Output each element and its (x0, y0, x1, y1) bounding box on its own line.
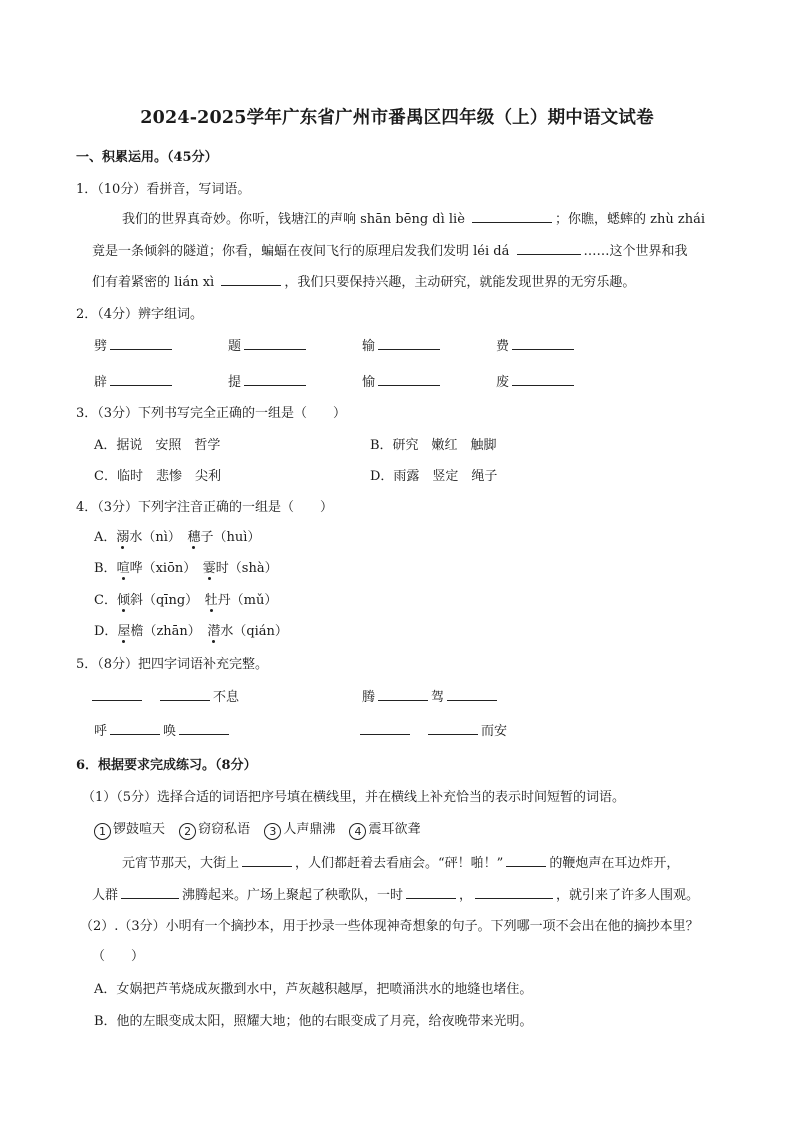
answer-blank[interactable] (378, 372, 440, 386)
q1-text: 竟是一条倾斜的隧道；你看，蝙蝠在夜间飞行的原理启发我们发明 léi dá (92, 244, 510, 259)
q5-stem: 5．（8分）把四字词语补充完整。 (76, 657, 269, 672)
option-item: 3 人声鼎沸 (264, 822, 335, 837)
circled-number-icon: 4 (349, 823, 366, 840)
q4-option-a[interactable]: A．溺水（nì） 穗子（huì） (94, 526, 260, 545)
q2-item: 题 (228, 335, 309, 354)
q1-line-3 (92, 271, 635, 290)
section-heading-1: 一、积累运用。（45分） (76, 150, 218, 165)
q5-idiom-4: 而安 (360, 720, 507, 739)
answer-blank[interactable] (512, 372, 574, 386)
answer-blank[interactable] (406, 885, 456, 899)
q6-passage-line-2: 人群 沸腾起来。广场上聚起了秧歌队，一时 ， ，就引来了许多人围观。 (92, 884, 699, 903)
q1-stem: 1．（10分）看拼音，写词语。 (76, 182, 251, 197)
q1-line-2 (92, 240, 688, 259)
q5-idiom-1: 不息 (92, 686, 239, 705)
q4-option-b[interactable]: B．喧哗（xiōn） 霎时（shà） (94, 557, 278, 576)
dotted-char: 喧 (117, 557, 130, 576)
q2-item: 输 (362, 335, 443, 354)
answer-blank[interactable] (92, 687, 142, 701)
q2-item: 劈 (94, 335, 175, 354)
answer-blank[interactable] (110, 372, 172, 386)
q6-options (94, 818, 420, 840)
answer-blank[interactable] (475, 885, 553, 899)
q1-text: 我们的世界真奇妙。你听，钱塘江的声响 shān bēng dì liè (122, 212, 465, 227)
q3-stem: 3．（3分）下列书写完全正确的一组是（ ） (76, 406, 347, 421)
q2-item: 愉 (362, 371, 443, 390)
answer-blank[interactable] (121, 885, 179, 899)
answer-blank[interactable] (378, 687, 428, 701)
q2-item: 提 (228, 371, 309, 390)
q6-sub2-stem: （2）.（3分）小明有一个摘抄本，用于抄录一些体现神奇想象的句子。下列哪一项不会出在他的摘抄本里？ (80, 919, 699, 934)
dotted-char: 霎 (203, 557, 216, 576)
circled-number-icon: 2 (179, 823, 196, 840)
q6-passage-line-1: 元宵节那天，大街上 ，人们都赶着去看庙会。“砰！啪！” 的鞭炮声在耳边炸开， (122, 852, 679, 871)
dotted-char: 牡 (205, 589, 218, 608)
q3-option-d[interactable]: D．雨露 竖定 绳子 (370, 469, 498, 484)
answer-blank[interactable] (221, 272, 281, 286)
answer-blank[interactable] (378, 336, 440, 350)
dotted-char: 屋 (117, 620, 130, 639)
answer-blank[interactable] (360, 721, 410, 735)
q6-heading: 6．根据要求完成练习。（8分） (76, 758, 257, 773)
q3-option-c[interactable]: C．临时 悲惨 尖利 (94, 469, 221, 484)
q6-sub1-stem: （1）（5分）选择合适的词语把序号填在横线里，并在横线上补充恰当的表示时间短暂的词语。 (82, 790, 626, 805)
dotted-char: 潜 (207, 620, 220, 639)
q4-option-d[interactable]: D．屋檐（zhān） 潜水（qián） (94, 620, 288, 639)
q1-text: 们有着紧密的 lián xì (92, 275, 215, 290)
answer-paren[interactable]: （ ） (92, 949, 145, 964)
answer-blank[interactable] (472, 209, 552, 223)
answer-blank[interactable] (242, 853, 292, 867)
answer-blank[interactable] (428, 721, 478, 735)
q4-stem: 4．（3分）下列字注音正确的一组是（ ） (76, 500, 334, 515)
answer-blank[interactable] (160, 687, 210, 701)
answer-blank[interactable] (517, 241, 581, 255)
q2-item: 辟 (94, 371, 175, 390)
dotted-char: 穗 (187, 526, 200, 545)
answer-blank[interactable] (447, 687, 497, 701)
answer-blank[interactable] (110, 721, 160, 735)
exam-title: 2024-2025学年广东省广州市番禺区四年级（上）期中语文试卷 (140, 108, 654, 128)
dotted-char: 倾 (117, 589, 130, 608)
answer-blank[interactable] (110, 336, 172, 350)
q1-text: ，我们只要保持兴趣，主动研究，就能发现世界的无穷乐趣。 (284, 275, 636, 290)
q1-text: ……这个世界和我 (583, 244, 688, 259)
circled-number-icon: 3 (264, 823, 281, 840)
q6-option-a[interactable]: A．女娲把芦苇烧成灰撒到水中，芦灰越积越厚，把喷涌洪水的地缝也堵住。 (94, 982, 533, 997)
answer-blank[interactable] (244, 336, 306, 350)
option-item: 4 震耳欲聋 (349, 822, 420, 837)
answer-blank[interactable] (244, 372, 306, 386)
q3-option-b[interactable]: B．研究 嫩红 触脚 (370, 438, 497, 453)
q2-item: 费 (496, 335, 577, 354)
option-item: 2 窃窃私语 (179, 822, 250, 837)
q1-line-1 (122, 208, 705, 227)
circled-number-icon: 1 (94, 823, 111, 840)
dotted-char: 溺 (116, 526, 129, 545)
q4-option-c[interactable]: C．倾斜（qīng） 牡丹（mǔ） (94, 589, 277, 608)
q2-stem: 2．（4分）辨字组词。 (76, 307, 204, 322)
answer-blank[interactable] (179, 721, 229, 735)
q1-text: ；你瞧，蟋蟀的 zhù zhái (555, 212, 706, 227)
answer-blank[interactable] (506, 853, 546, 867)
q5-idiom-3: 呼 唤 (94, 720, 232, 739)
answer-blank[interactable] (512, 336, 574, 350)
q6-option-b[interactable]: B．他的左眼变成太阳，照耀大地；他的右眼变成了月亮，给夜晚带来光明。 (94, 1014, 533, 1029)
q2-item: 废 (496, 371, 577, 390)
q3-option-a[interactable]: A．据说 安照 哲学 (94, 438, 221, 453)
q5-idiom-2: 腾 驾 (362, 686, 500, 705)
option-item: 1 锣鼓喧天 (94, 822, 165, 837)
